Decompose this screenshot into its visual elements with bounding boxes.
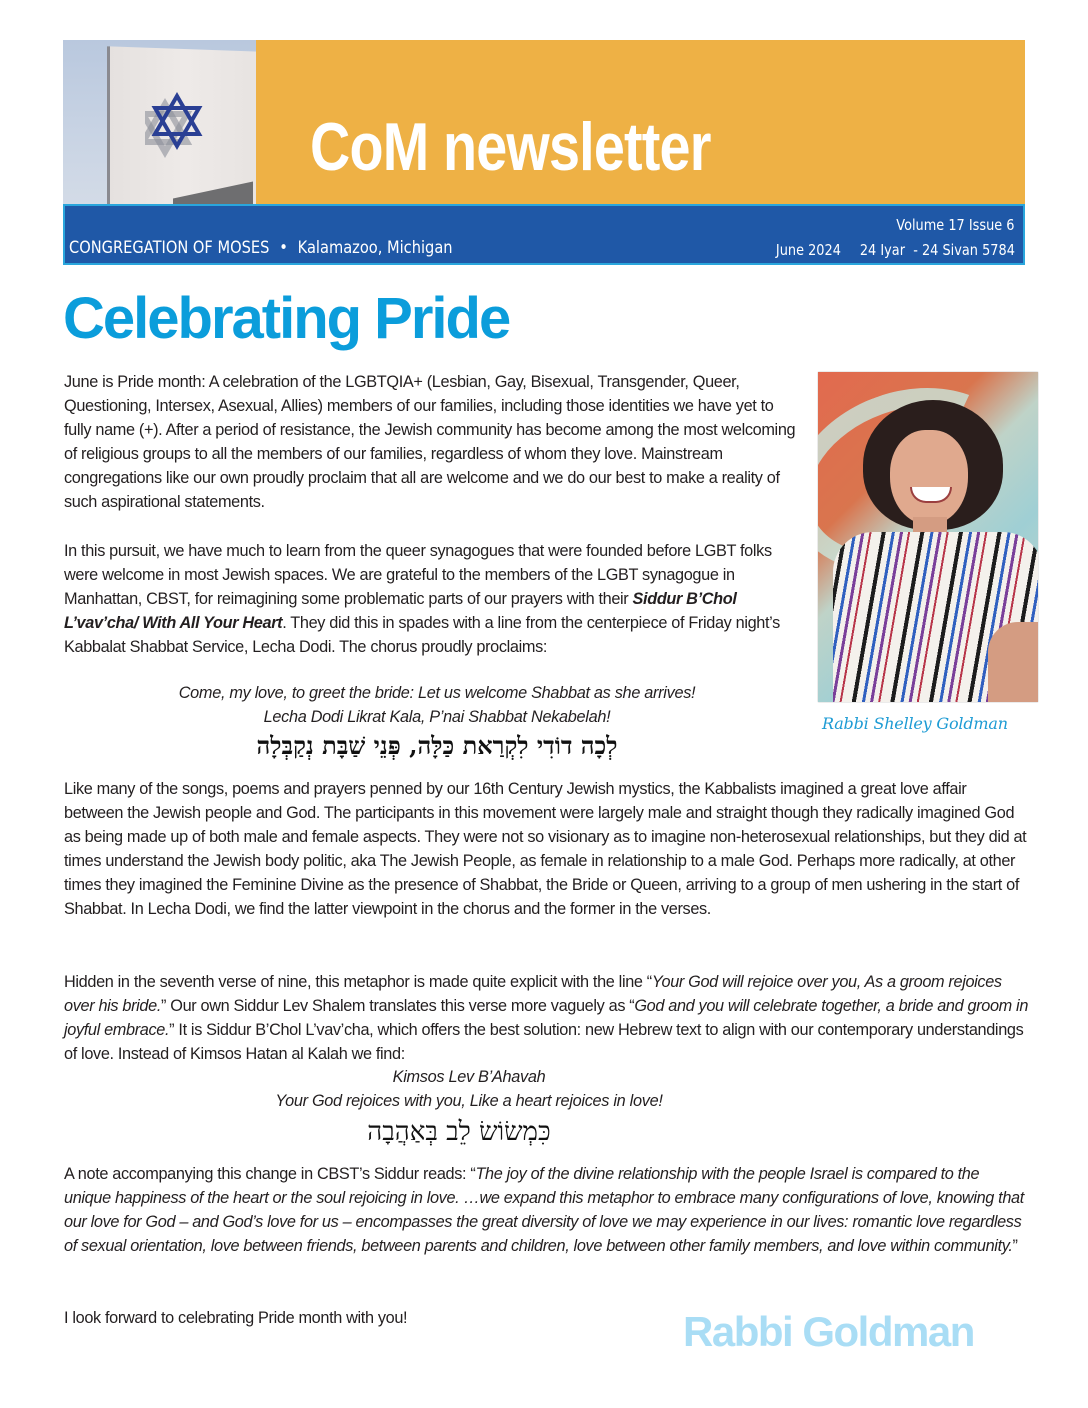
- portrait-arm: [988, 622, 1038, 702]
- paragraph-4: [64, 970, 1029, 1066]
- masthead-info-bar: [63, 204, 1025, 265]
- star-of-david-icon: [145, 90, 209, 160]
- civil-date: June 2024: [776, 241, 842, 259]
- paragraph-2: [64, 539, 804, 659]
- newsletter-title: CoM newsletter: [310, 109, 711, 185]
- quote-1-english: Come, my love, to greet the bride: Let us welcome Shabbat as she arrives!: [178, 684, 696, 702]
- portrait-face: [890, 430, 968, 525]
- paragraph-4-quote-a: Your God will rejoice over you, As a groom rejoices over his bride.: [64, 973, 1002, 1015]
- paragraph-2-text-b: . They did this in spades with a line from the centerpiece of Friday night’s Kabbalat Shabbat Service, Lecha Dodi. The chorus proudly proclaims:: [64, 614, 780, 656]
- paragraph-5-text-a: A note accompanying this change in CBST’s Siddur reads: “: [64, 1165, 476, 1183]
- quote-2-transliteration: Kimsos Lev B’Ahavah: [392, 1068, 546, 1086]
- paragraph-4-quote-b: God and you will celebrate together, a bride and groom in joyful embrace.: [64, 997, 1029, 1039]
- paragraph-2-text-a: In this pursuit, we have much to learn from the queer synagogues that were founded before LGBT folks were welcome in most Jewish spaces. We are grateful to the members of the LGBT synagogue in Manhattan, CBST, for reimagining some problematic parts of our prayers with their: [64, 542, 772, 608]
- location: Kalamazoo, Michigan: [297, 238, 453, 258]
- article-headline: Celebrating Pride: [63, 286, 510, 351]
- photo-caption: Rabbi Shelley Goldman: [822, 714, 1008, 733]
- closing-line: I look forward to celebrating Pride month with you!: [64, 1309, 408, 1327]
- quote-2-hebrew: כִּמְשׂוֹשׂ לֵב בְּאַהֲבָה: [367, 1117, 551, 1147]
- quote-2-english: Your God rejoices with you, Like a heart rejoices in love!: [275, 1092, 663, 1110]
- rabbi-portrait-photo: [818, 372, 1038, 702]
- quote-1-transliteration: Lecha Dodi Likrat Kala, P’nai Shabbat Nekabelah!: [263, 708, 611, 726]
- issue-dates: [776, 241, 1015, 259]
- paragraph-4-text-c: ” It is Siddur B’Chol L’vav’cha, which offers the best solution: new Hebrew text to align with our contemporary understandings of love. Instead of Kimsos Hatan al Kalah we find:: [64, 1021, 1024, 1063]
- paragraph-1: June is Pride month: A celebration of the LGBTQIA+ (Lesbian, Gay, Bisexual, Transgender, Queer, Questioning, Intersex, Asexual, Allies) members of our families, including those identities we have yet to fully name (+). After a period of resistance, the Jewish community has become among the most welcoming of religious groups to all the members of our families, regardless of whom they love. Mainstream congregations like our own proudly proclaim that all are welcome and we do our best to make a reality of such aspirational statements.: [64, 373, 796, 511]
- quote-1-hebrew: לְכָה דוֹדִי לִקְרַאת כַּלָּה, פְּנֵי שַׁבָּת נְקַבְּלָה: [256, 731, 618, 760]
- siddur-title: Siddur B’Chol L’vav’cha/ With All Your Heart: [64, 590, 737, 632]
- separator-dot: •: [279, 238, 288, 258]
- paragraph-5: [64, 1162, 1029, 1258]
- masthead: [63, 40, 1025, 264]
- paragraph-5-quote: The joy of the divine relationship with the people Israel is compared to the unique happiness of the heart or the soul rejoicing in love. …we expand this metaphor to embrace many configurations of love, knowing that our love for God – and God’s love for us – encompasses the great diversity of love we may experience in our lives: romantic love regardless of sexual orientation, love between friends, between parents and children, love between other family members, and love within community.: [64, 1165, 1024, 1255]
- organization-line: [69, 238, 453, 258]
- paragraph-4-text-a: Hidden in the seventh verse of nine, this metaphor is made quite explicit with the line “: [64, 973, 652, 991]
- organization-name: CONGREGATION OF MOSES: [69, 238, 270, 258]
- hebrew-date: 24 Iyar - 24 Sivan 5784: [859, 241, 1015, 259]
- signature: Rabbi Goldman: [683, 1308, 974, 1355]
- paragraph-3: Like many of the songs, poems and prayers penned by our 16th Century Jewish mystics, the Kabbalists imagined a great love affair between the Jewish people and God. The participants in this movement were largely male and straight though they radically imagined God as being made up of both male and female aspects. They were not so visionary as to imagine non-heterosexual relationships, but they did at times understand the Jewish body politic, aka The Jewish People, as female in relationship to a male God. Perhaps more radically, at other times they imagined the Feminine Divine as the presence of Shabbat, the Bride or Queen, arriving to a group of men ushering in the start of Shabbat. In Lecha Dodi, we find the latter viewpoint in the chorus and the former in the verses.: [64, 780, 1027, 918]
- paragraph-5-text-b: ”: [1012, 1237, 1018, 1255]
- volume-issue: Volume 17 Issue 6: [896, 216, 1015, 234]
- synagogue-star-of-david-photo: [63, 40, 256, 205]
- paragraph-4-text-b: ” Our own Siddur Lev Shalem translates this verse more vaguely as “: [161, 997, 635, 1015]
